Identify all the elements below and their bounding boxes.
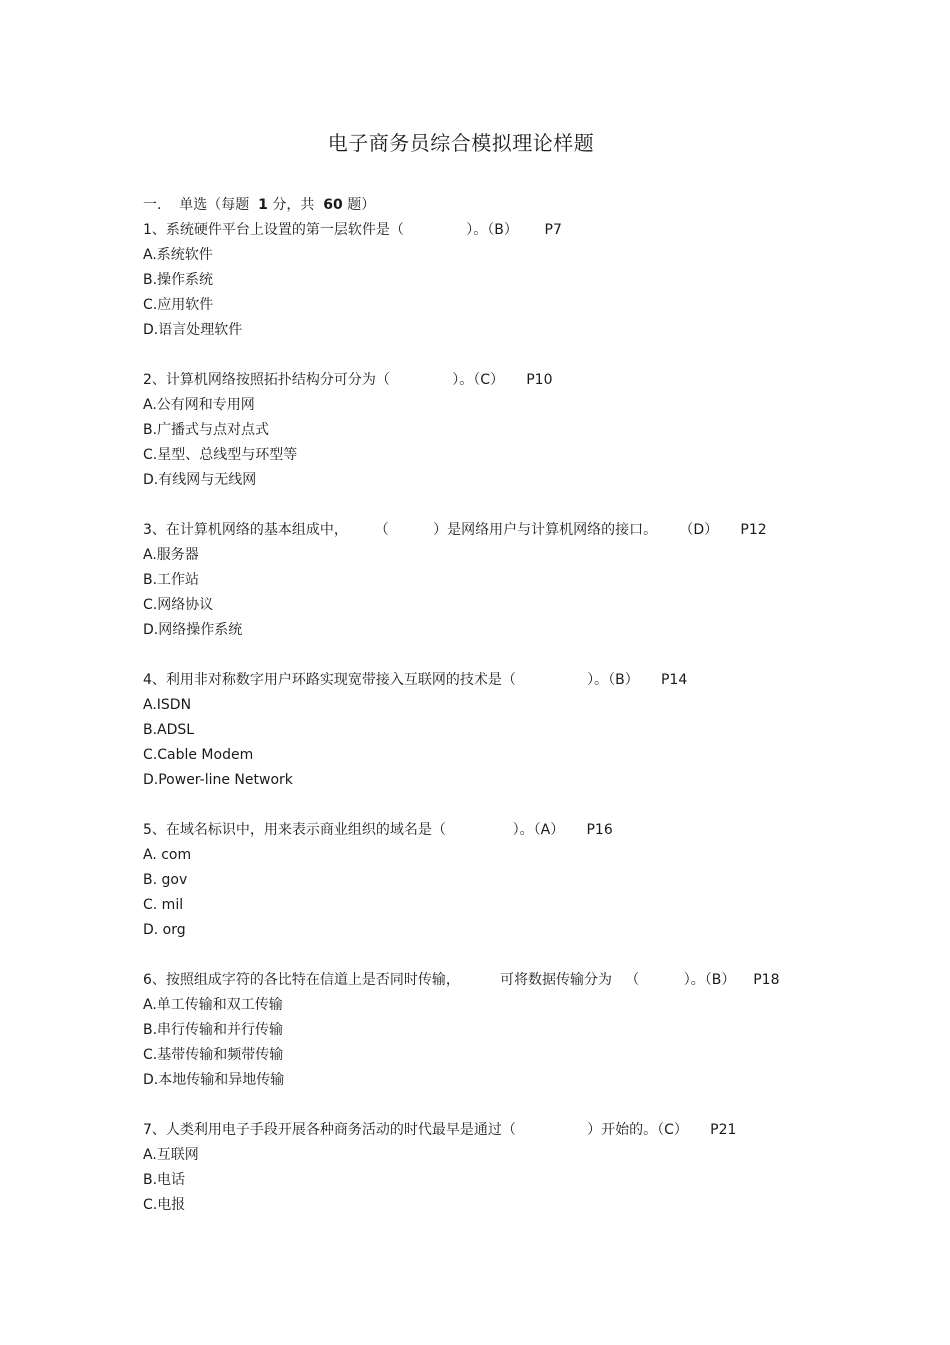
option-b: B. gov: [143, 872, 188, 888]
option-c: C.基带传输和频带传输: [143, 1047, 284, 1063]
option-c: C.星型、总线型与环型等: [143, 447, 298, 463]
option-a: A.公有网和专用网: [143, 397, 255, 413]
page-title: 电子商务员综合模拟理论样题: [327, 131, 595, 155]
option-a: A. com: [143, 847, 192, 863]
option-b: B.电话: [143, 1172, 186, 1188]
question-3: [143, 518, 903, 643]
question-stem: 7、人类利用电子手段开展各种商务活动的时代最早是通过（ ）开始的。（C） P21: [143, 1122, 737, 1138]
question-stem: 6、按照组成字符的各比特在信道上是否同时传输， 可将数据传输分为 （ ）。（B） P18: [143, 972, 780, 988]
question-stem: 1、系统硬件平台上设置的第一层软件是（ ）。（B） P7: [143, 222, 562, 238]
question-5: [143, 818, 903, 943]
option-b: B.ADSL: [143, 722, 195, 738]
question-1: [143, 218, 903, 343]
option-a: A.互联网: [143, 1147, 199, 1163]
option-d: D.有线网与无线网: [143, 472, 257, 488]
option-d: D.本地传输和异地传输: [143, 1072, 285, 1088]
option-c: C.Cable Modem: [143, 747, 254, 763]
section-end: 题）: [347, 197, 376, 213]
spacer: [143, 343, 903, 368]
spacer: [143, 493, 903, 518]
section-unit: 分，共: [272, 197, 315, 213]
option-d: D.Power-line Network: [143, 772, 293, 788]
question-6: [143, 968, 903, 1093]
spacer: [143, 943, 903, 968]
question-4: [143, 668, 903, 793]
option-c: C.应用软件: [143, 297, 214, 313]
question-7: [143, 1118, 903, 1218]
option-b: B.操作系统: [143, 272, 214, 288]
option-c: C. mil: [143, 897, 184, 913]
question-stem: 2、计算机网络按照拓扑结构分可分为（ ）。（C） P10: [143, 372, 553, 388]
question-stem: 5、在域名标识中，用来表示商业组织的域名是（ ）。（A） P16: [143, 822, 613, 838]
section-count: 60: [323, 197, 343, 213]
spacer: [143, 1093, 903, 1118]
spacer: [143, 643, 903, 668]
option-a: A.系统软件: [143, 247, 213, 263]
question-stem: 4、利用非对称数字用户环路实现宽带接入互联网的技术是（ ）。（B） P14: [143, 672, 688, 688]
section-name: 单选（每题: [179, 197, 250, 213]
section-number: 一.: [143, 197, 162, 213]
section-points: 1: [258, 197, 268, 213]
section-heading: [143, 193, 903, 218]
question-stem: 3、在计算机网络的基本组成中， （ ）是网络用户与计算机网络的接口。 （D） P12: [143, 522, 767, 538]
option-a: A.单工传输和双工传输: [143, 997, 283, 1013]
option-a: A.服务器: [143, 547, 199, 563]
question-2: [143, 368, 903, 493]
option-d: D. org: [143, 922, 186, 938]
option-c: C.电报: [143, 1197, 186, 1213]
option-c: C.网络协议: [143, 597, 214, 613]
question-list: [143, 193, 903, 1218]
option-b: B.串行传输和并行传输: [143, 1022, 284, 1038]
option-b: B.广播式与点对点式: [143, 422, 270, 438]
option-a: A.ISDN: [143, 697, 192, 713]
option-d: D.语言处理软件: [143, 322, 243, 338]
option-d: D.网络操作系统: [143, 622, 243, 638]
option-b: B.工作站: [143, 572, 200, 588]
spacer: [143, 793, 903, 818]
